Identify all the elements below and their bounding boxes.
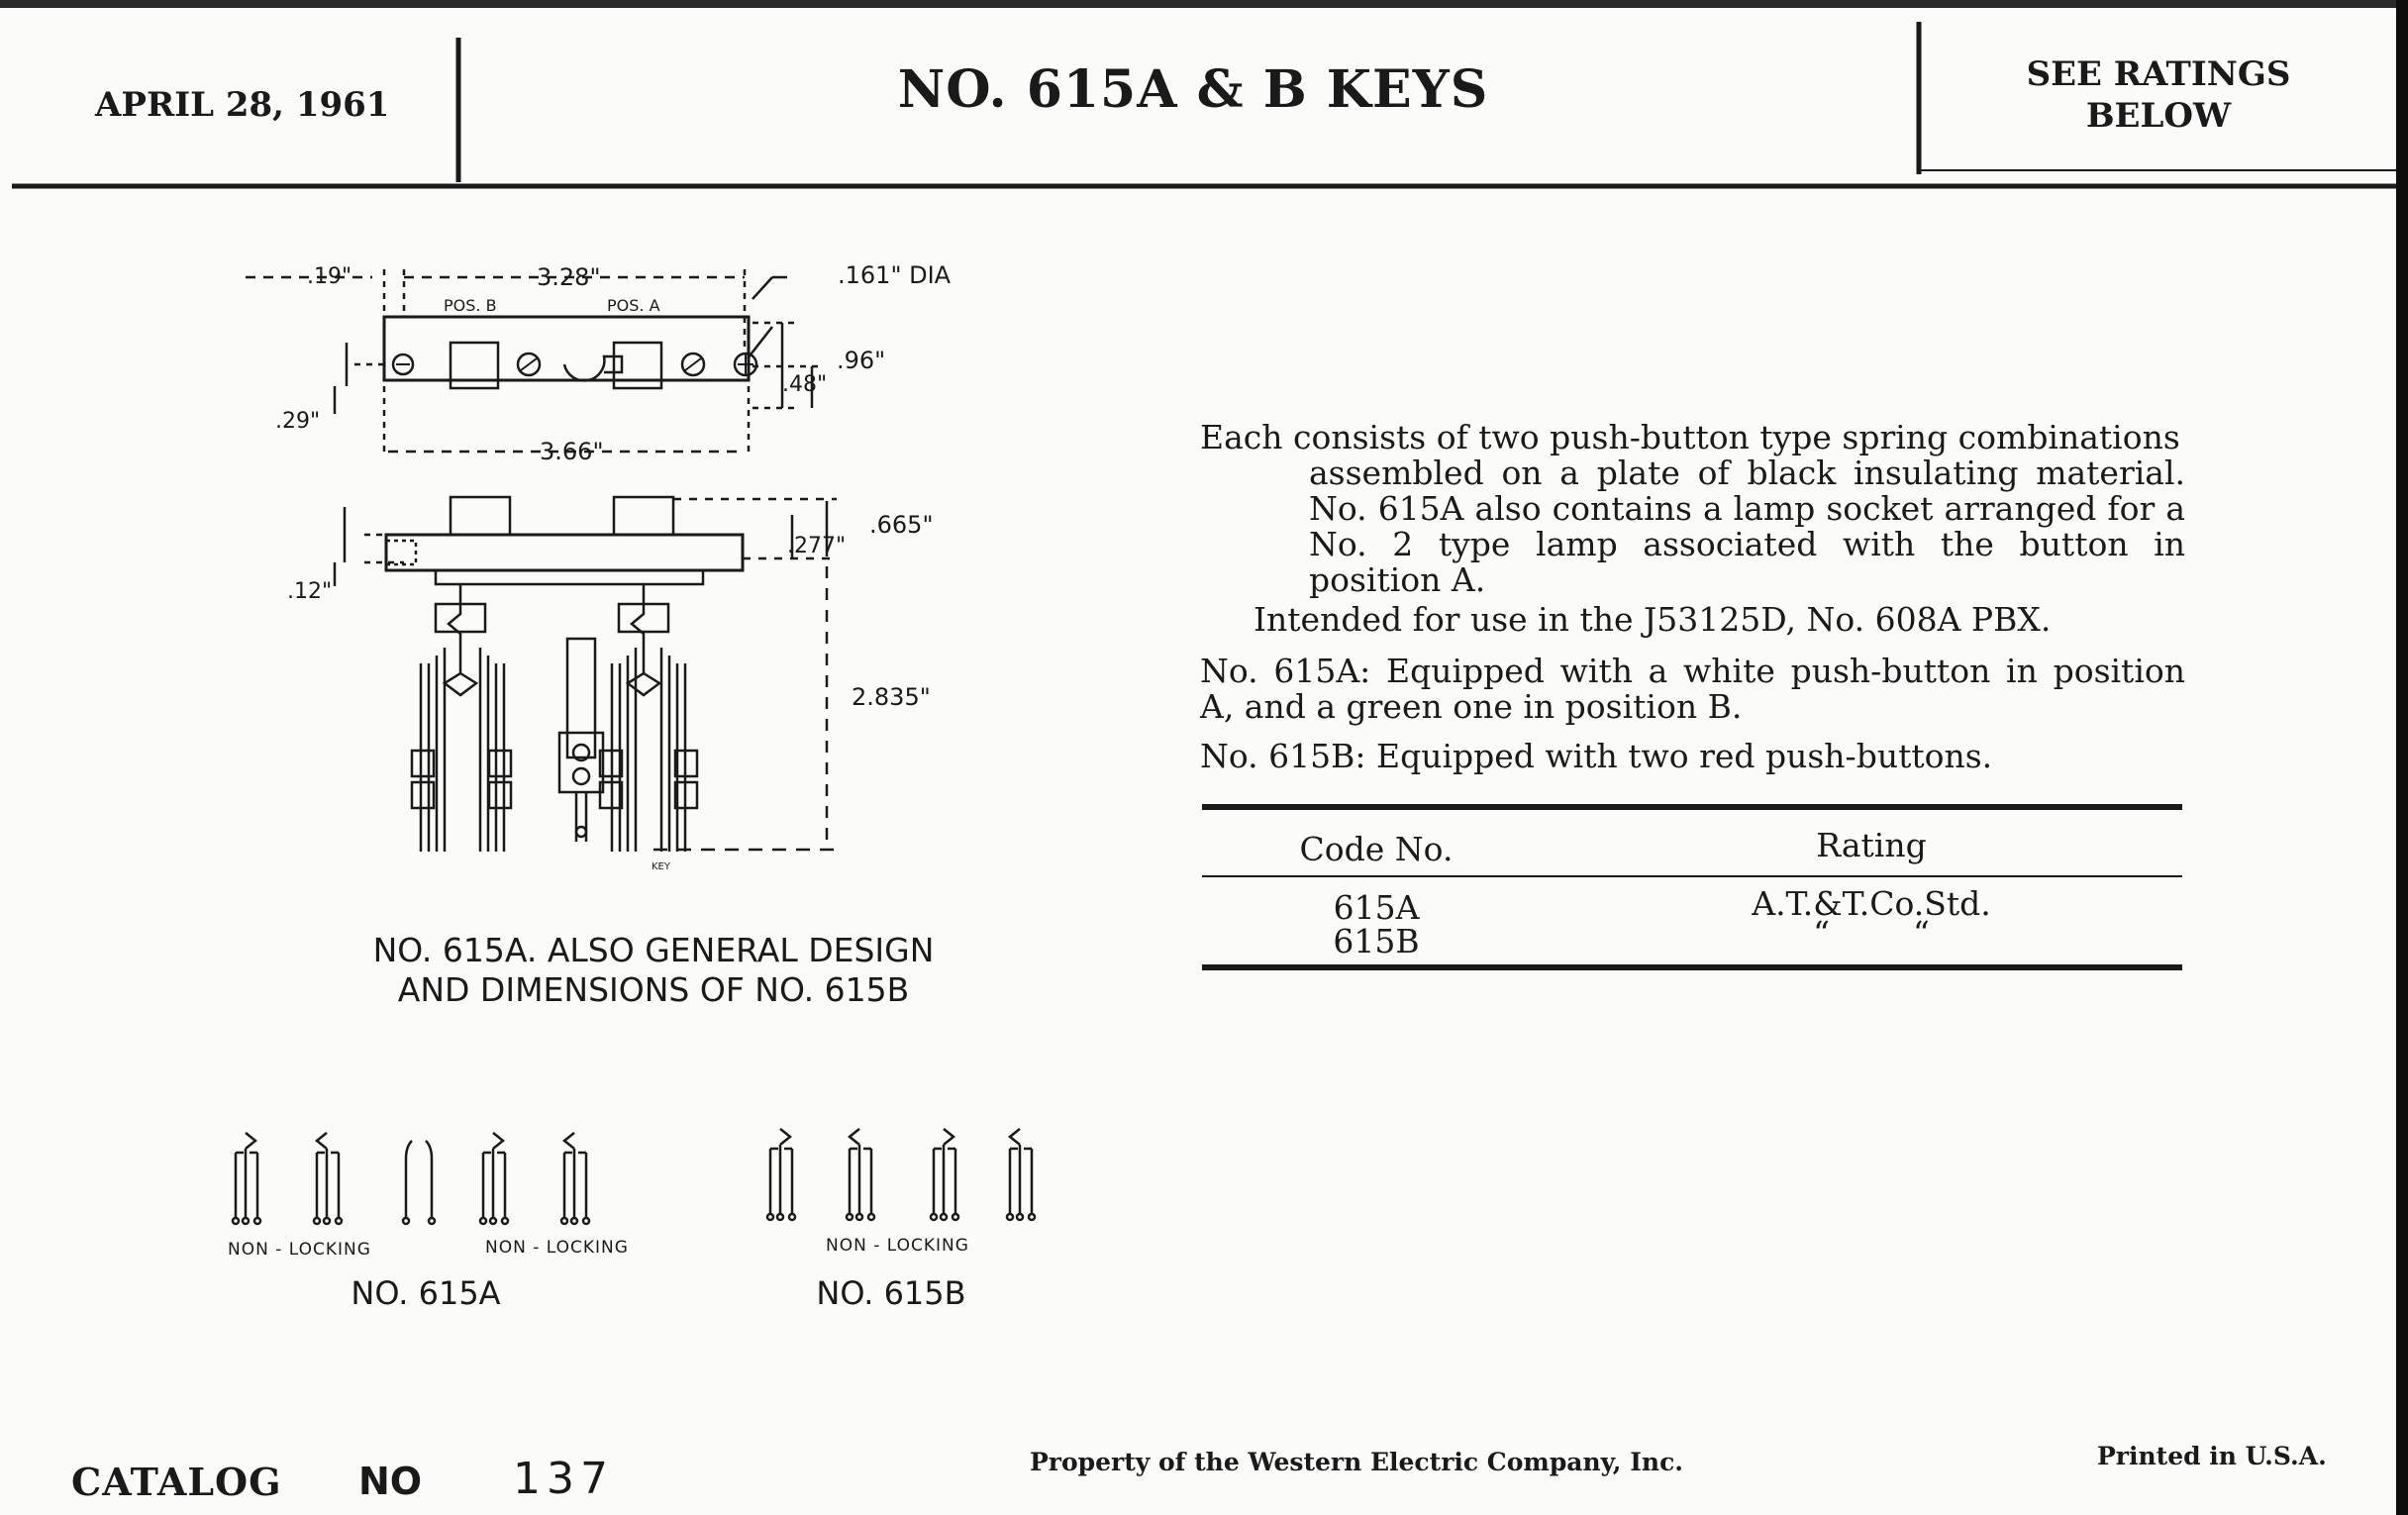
spring-set-615b-4 xyxy=(1007,1129,1035,1220)
ratings-note-line2: BELOW xyxy=(2085,96,2232,136)
spring-set-615b-2 xyxy=(847,1129,874,1220)
table-row-code-1: 615A xyxy=(1333,888,1420,927)
button-side-a xyxy=(614,497,673,535)
drawing-caption xyxy=(297,931,1010,1010)
circuit-label-615a: NO. 615A xyxy=(351,1274,501,1312)
description-p1-rest: assembled on a plate of black insulating material. No. 615A also contains a lamp socket arranged for a No. 2 type lamp associated with the button in position A. xyxy=(1309,454,2185,599)
spring-assembly-left xyxy=(412,584,511,852)
spring-set-615a-4 xyxy=(561,1133,589,1224)
dim-0665-label: .665" xyxy=(869,511,934,539)
table-row-rating-2: “ “ xyxy=(1813,914,1930,953)
dim-048-label: .48" xyxy=(782,372,828,397)
drawing-caption-line1: NO. 615A. ALSO GENERAL DESIGN xyxy=(372,931,935,969)
spring-set-615a-1 xyxy=(233,1133,260,1224)
dim-019-label: .19" xyxy=(307,264,352,289)
footer-catalog-number: 137 xyxy=(513,1454,614,1504)
circuit-diagrams xyxy=(218,1119,1069,1228)
ratings-note-line1: SEE RATINGS xyxy=(2026,54,2291,94)
description-paragraph-4: No. 615B: Equipped with two red push-buttons. xyxy=(1200,737,1993,775)
key-label: KEY xyxy=(652,861,670,872)
footer-property: Property of the Western Electric Company, Inc. xyxy=(1030,1448,1684,1476)
spring-set-615b-1 xyxy=(767,1129,795,1220)
table-row-code-2: 615B xyxy=(1333,922,1420,960)
description-paragraph-2: Intended for use in the J53125D, No. 608A PBX. xyxy=(1254,600,2052,639)
table-header-rule xyxy=(1202,875,2182,877)
table-header-rating: Rating xyxy=(1816,826,1927,864)
pos-b-label: POS. B xyxy=(444,296,497,315)
dim-2835-label: 2.835" xyxy=(852,683,931,711)
header-title: NO. 615A & B KEYS xyxy=(897,59,1489,120)
spring-set-615a-2 xyxy=(314,1133,342,1224)
dim-161-label: .161" DIA xyxy=(838,261,952,289)
description-p1-first-line: Each consists of two push-button type spring combinations xyxy=(1200,418,2180,456)
pos-a-label: POS. A xyxy=(607,296,660,315)
plate-side-view xyxy=(386,535,743,570)
footer-catalog: CATALOG xyxy=(71,1460,282,1504)
footer-printed: Printed in U.S.A. xyxy=(2097,1442,2327,1470)
spring-set-615b-3 xyxy=(931,1129,958,1220)
non-locking-label-615a-right: NON - LOCKING xyxy=(485,1238,629,1258)
table-row-rating-1: A.T.&T.Co.Std. xyxy=(1752,884,1991,923)
button-side-b xyxy=(451,497,510,535)
lamp-socket-side xyxy=(559,639,603,842)
spring-assembly-right xyxy=(600,584,697,852)
dim-0277-label: .277" xyxy=(787,534,847,558)
header-ratings-note xyxy=(1926,53,2391,137)
dim-012-label: .12" xyxy=(287,579,333,604)
table-bottom-rule xyxy=(1202,964,2182,970)
dim-366-label: 3.66" xyxy=(540,438,604,465)
circuit-label-615b: NO. 615B xyxy=(816,1274,966,1312)
spring-set-615a-3 xyxy=(480,1133,508,1224)
non-locking-label-615b: NON - LOCKING xyxy=(826,1236,969,1256)
dim-328-label: 3.28" xyxy=(537,263,601,291)
description-paragraph-1 xyxy=(1200,420,2185,598)
footer-no: NO xyxy=(358,1460,423,1503)
drawing-caption-line2: AND DIMENSIONS OF NO. 615B xyxy=(397,970,910,1009)
description-paragraph-3: No. 615A: Equipped with a white push-button in position A, and a green one in position B. xyxy=(1200,652,2185,726)
key-dimension-drawing xyxy=(238,248,990,891)
dim-096-label: .96" xyxy=(837,347,886,374)
lamp-terminals-615a xyxy=(403,1141,435,1224)
table-top-rule xyxy=(1202,804,2182,810)
non-locking-label-615a-left: NON - LOCKING xyxy=(228,1240,371,1260)
table-header-code: Code No. xyxy=(1299,830,1454,868)
header-date: APRIL 28, 1961 xyxy=(95,85,390,125)
dim-029-label: .29" xyxy=(275,409,321,434)
